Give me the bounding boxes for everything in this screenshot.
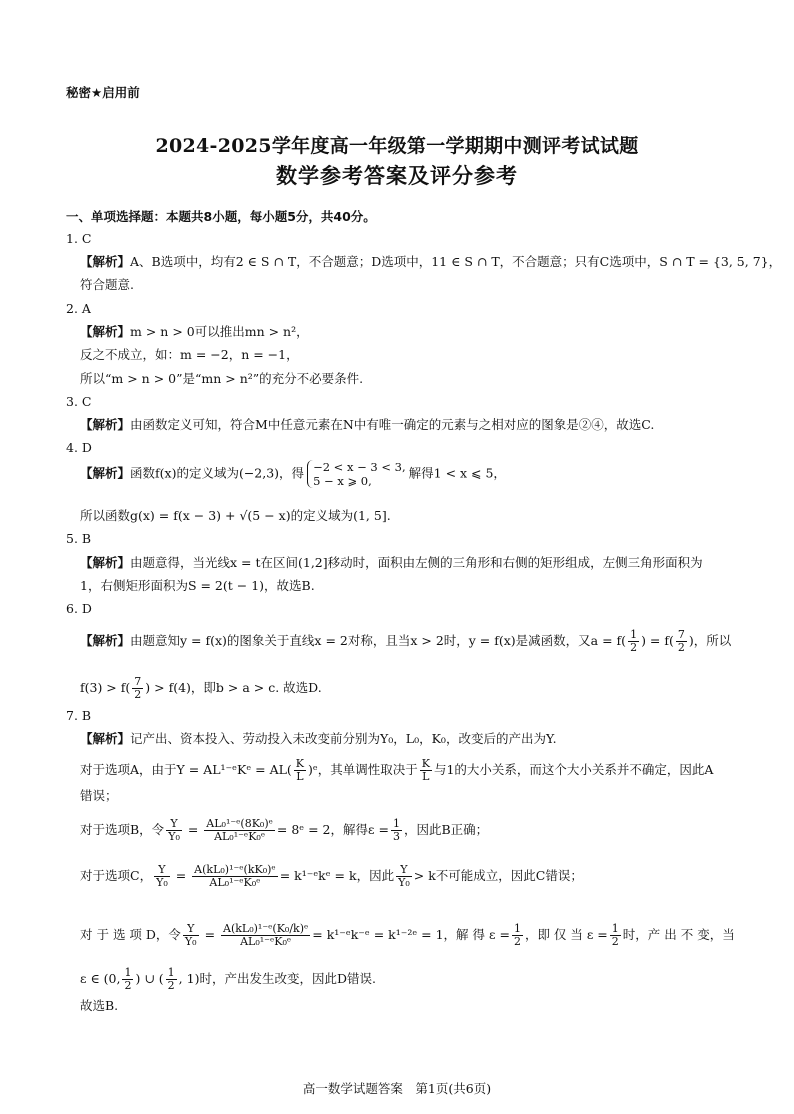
q6-text2a: f(3) > f( (80, 680, 131, 695)
jiexi-label: 【解析】 (80, 731, 131, 746)
frac-den: 2 (630, 641, 638, 654)
fraction-y-over-y0 (396, 864, 412, 889)
frac-den: 2 (513, 935, 521, 948)
frac-den: L (422, 770, 430, 783)
fraction-one-half (166, 967, 177, 992)
q7-e-text3: , 1)时，产出发生改变，因此D错误. (178, 971, 376, 986)
fraction-option-c (192, 864, 278, 889)
q1-answer: 1. C (66, 231, 92, 246)
fraction-one-half (610, 923, 621, 948)
q5-text1: 由题意得，当光线x = t在区间(1,2]移动时，面积由左侧的三角形和右侧的矩形组成，左侧三角形面积为 (130, 555, 703, 570)
q6-text1b: ) = f( (641, 633, 674, 648)
q2-answer: 2. A (66, 301, 91, 316)
frac-num: AL₀¹⁻ᵉ(8K₀)ᵉ (206, 817, 273, 830)
frac-den: Y₀ (398, 876, 410, 889)
q7-option-b-line: 对于选项B，令 $\frac{Y}{\text{Y₀}}$ = $\frac{\text{AL₀¹⁻ᵉ(8K₀)ᵉ}}{\text{AL₀¹⁻ᵉK₀ᵉ}}$ = 8ᵉ = 2，解得ε = $\frac{1}{3}$ ，因此B正确； (80, 817, 489, 843)
q7-a-text1: 对于选项A，由于Y = AL¹⁻ᵉKᵉ = AL( (80, 762, 292, 777)
q7-b-text1: 对于选项B，令 (80, 822, 165, 837)
q2-explanation-line1 (80, 324, 309, 340)
jiexi-label: 【解析】 (80, 417, 131, 432)
frac-num: 1 (392, 817, 400, 830)
frac-den: L (296, 770, 304, 783)
q5-answer: 5. B (66, 531, 92, 546)
frac-num: Y (183, 923, 199, 936)
frac-num: 1 (513, 922, 521, 935)
q4-system-brace (307, 460, 406, 488)
fraction-y-over-y0 (166, 818, 182, 843)
fraction-one-half (628, 629, 639, 654)
jiexi-label: 【解析】 (80, 555, 131, 570)
frac-den: AL₀¹⁻ᵉK₀ᵉ (209, 876, 261, 889)
q7-c-text3: > k不可能成立，因此C错误； (413, 868, 583, 883)
fraction-k-over-l (420, 758, 432, 783)
frac-num: 1 (611, 922, 619, 935)
fraction-k-over-l (294, 758, 306, 783)
frac-den: 3 (392, 830, 400, 843)
q7-e-text1: ε ∈ (0, (80, 971, 121, 986)
jiexi-label: 【解析】 (80, 254, 131, 269)
q7-option-c-line: 对于选项C， $\frac{Y}{\text{Y₀}}$ = $\frac{\text{A(kL₀)¹⁻ᵉ(kK₀)ᵉ}}{\text{AL₀¹⁻ᵉK₀ᵉ}}$ = k¹⁻ᵉkᵉ = k，因此 $\frac{Y}{\text{Y₀}}$ > k不可能成立，因此C错误； (80, 863, 583, 889)
q7-a-text2: )ᵉ，其单调性取决于 (308, 762, 418, 777)
q4-text-pre: 函数f(x)的定义域为(−2,3)，得 (130, 465, 305, 481)
q4-explanation-line1 (80, 460, 506, 488)
q1-explanation-line1 (80, 254, 781, 270)
q6-explanation-line1 (80, 629, 731, 654)
frac-num: 1 (124, 966, 132, 979)
fraction-seven-half (132, 676, 143, 701)
frac-num: 1 (630, 628, 638, 641)
frac-num: Y (166, 818, 182, 831)
q7-b-text3: ，因此B正确； (403, 822, 489, 837)
fraction-option-b (204, 818, 275, 843)
q7-explanation-line1 (80, 731, 557, 747)
jiexi-label: 【解析】 (80, 324, 131, 339)
q7-d-text1: 对 于 选 项 D，令 (80, 927, 181, 942)
fraction-y-over-y0 (183, 923, 199, 948)
q3-explanation-line1 (80, 417, 654, 433)
jiexi-label: 【解析】 (80, 633, 131, 648)
frac-den: 2 (611, 935, 619, 948)
frac-num: K (295, 757, 304, 770)
q1-text1: A、B选项中，均有2 ∈ S ∩ T，不合题意；D选项中，11 ∈ S ∩ T，不合题意；只有C选项中，S ∩ T = {3, 5, 7}， (130, 254, 782, 269)
q6-text2b: ) > f(4)，即b > a > c. 故选D. (145, 680, 322, 695)
fraction-one-half (122, 967, 133, 992)
q7-b-text2: = 8ᵉ = 2，解得ε = (276, 822, 389, 837)
frac-num: 7 (134, 675, 142, 688)
q6-explanation-line2 (80, 676, 322, 701)
frac-den: Y₀ (156, 876, 168, 889)
q7-conclusion: 故选B. (80, 998, 119, 1013)
page-footer: 高一数学试题答案 第1页(共6页) (302, 1081, 492, 1096)
q6-text1a: 由题意知y = f(x)的图象关于直线x = 2对称，且当x > 2时，y = f(x)是减函数，又a = f( (130, 633, 627, 648)
q6-answer: 6. D (66, 601, 92, 616)
q7-option-d-line2 (80, 967, 376, 992)
q7-answer: 7. B (66, 708, 92, 723)
fraction-y-over-y0 (154, 864, 170, 889)
q7-d-text4: 时，产 出 不 变，当 (622, 927, 735, 942)
frac-den: Y₀ (168, 830, 180, 843)
q7-text1: 记产出、资本投入、劳动投入未改变前分别为Y₀，L₀，K₀，改变后的产出为Y. (130, 731, 557, 746)
q4-condition2: 5 − x ⩾ 0, (313, 474, 372, 488)
q4-answer: 4. D (66, 440, 92, 455)
frac-num: A(kL₀)¹⁻ᵉ(K₀/k)ᵉ (223, 922, 309, 935)
fraction-one-third (391, 818, 402, 843)
confidential-label: 秘密★启用前 (66, 85, 140, 100)
frac-num: 7 (677, 628, 685, 641)
frac-num: K (421, 757, 430, 770)
q5-explanation-line1 (80, 555, 703, 571)
exam-title: 2024-2025学年度高一年级第一学期期中测评考试试题 (155, 135, 639, 157)
frac-num: A(kL₀)¹⁻ᵉ(kK₀)ᵉ (194, 863, 276, 876)
fraction-seven-half (676, 629, 687, 654)
frac-den: 2 (124, 979, 132, 992)
q5-explanation-line2: 1，右侧矩形面积为S = 2(t − 1)，故选B. (80, 578, 315, 593)
q7-option-a-line (80, 758, 713, 783)
frac-den: 2 (134, 688, 142, 701)
q7-e-text2: ) ∪ ( (135, 971, 164, 986)
q2-explanation-line3: 所以“m > n > 0”是“mn > n²”的充分不必要条件. (80, 371, 364, 386)
frac-num: Y (396, 864, 412, 877)
q7-a-text3: 与1的大小关系，而这个大小关系并不确定，因此A (433, 762, 714, 777)
q7-d-text3: ，即 仅 当 ε = (524, 927, 608, 942)
q2-text1: m > n > 0可以推出mn > n²， (130, 324, 309, 339)
q6-text1c: )，所以 (688, 633, 732, 648)
q7-d-text2: = k¹⁻ᵉk⁻ᵉ = k¹⁻²ᵉ = 1，解 得 ε = (312, 927, 510, 942)
fraction-one-half (512, 923, 523, 948)
frac-den: AL₀¹⁻ᵉK₀ᵉ (214, 830, 266, 843)
q7-option-a-line2: 错误； (80, 788, 118, 803)
q4-text-post: 解得1 < x ⩽ 5， (408, 465, 506, 481)
fraction-option-d (221, 923, 310, 948)
frac-num: 1 (167, 966, 175, 979)
q1-explanation-line2: 符合题意. (80, 277, 134, 292)
q7-c-text2: = k¹⁻ᵉkᵉ = k，因此 (279, 868, 395, 883)
q4-condition1: −2 < x − 3 < 3, (313, 460, 406, 474)
section-heading: 一、单项选择题：本题共8小题，每小题5分，共40分。 (66, 209, 376, 224)
jiexi-label: 【解析】 (80, 465, 131, 481)
frac-den: 2 (677, 641, 685, 654)
q7-option-d-line: 对 于 选 项 D，令 $\frac{Y}{\text{Y₀}}$ = $\frac{\text{A(kL₀)¹⁻ᵉ(K₀/k)ᵉ}}{\text{AL₀¹⁻ᵉK₀ᵉ}}$ = k¹⁻ᵉk⁻ᵉ = k¹⁻²ᵉ = 1，解 得 ε = $\frac{1}{2}$ ，即 仅 当 ε = $\frac{1}{2}$ 时，产 出 不 变，当 (80, 922, 735, 948)
q4-explanation-line2: 所以函数g(x) = f(x − 3) + √(5 − x)的定义域为(1, 5]. (80, 508, 391, 523)
frac-den: 2 (167, 979, 175, 992)
q3-text1: 由函数定义可知，符合M中任意元素在N中有唯一确定的元素与之相对应的图象是②④，故选C. (130, 417, 655, 432)
frac-den: Y₀ (184, 935, 197, 948)
q3-answer: 3. C (66, 394, 92, 409)
frac-den: AL₀¹⁻ᵉK₀ᵉ (240, 935, 292, 948)
frac-num: Y (154, 864, 170, 877)
q7-c-text1: 对于选项C， (80, 868, 153, 883)
q2-explanation-line2: 反之不成立，如：m = −2，n = −1， (80, 347, 299, 362)
answer-key-title: 数学参考答案及评分参考 (276, 163, 518, 188)
